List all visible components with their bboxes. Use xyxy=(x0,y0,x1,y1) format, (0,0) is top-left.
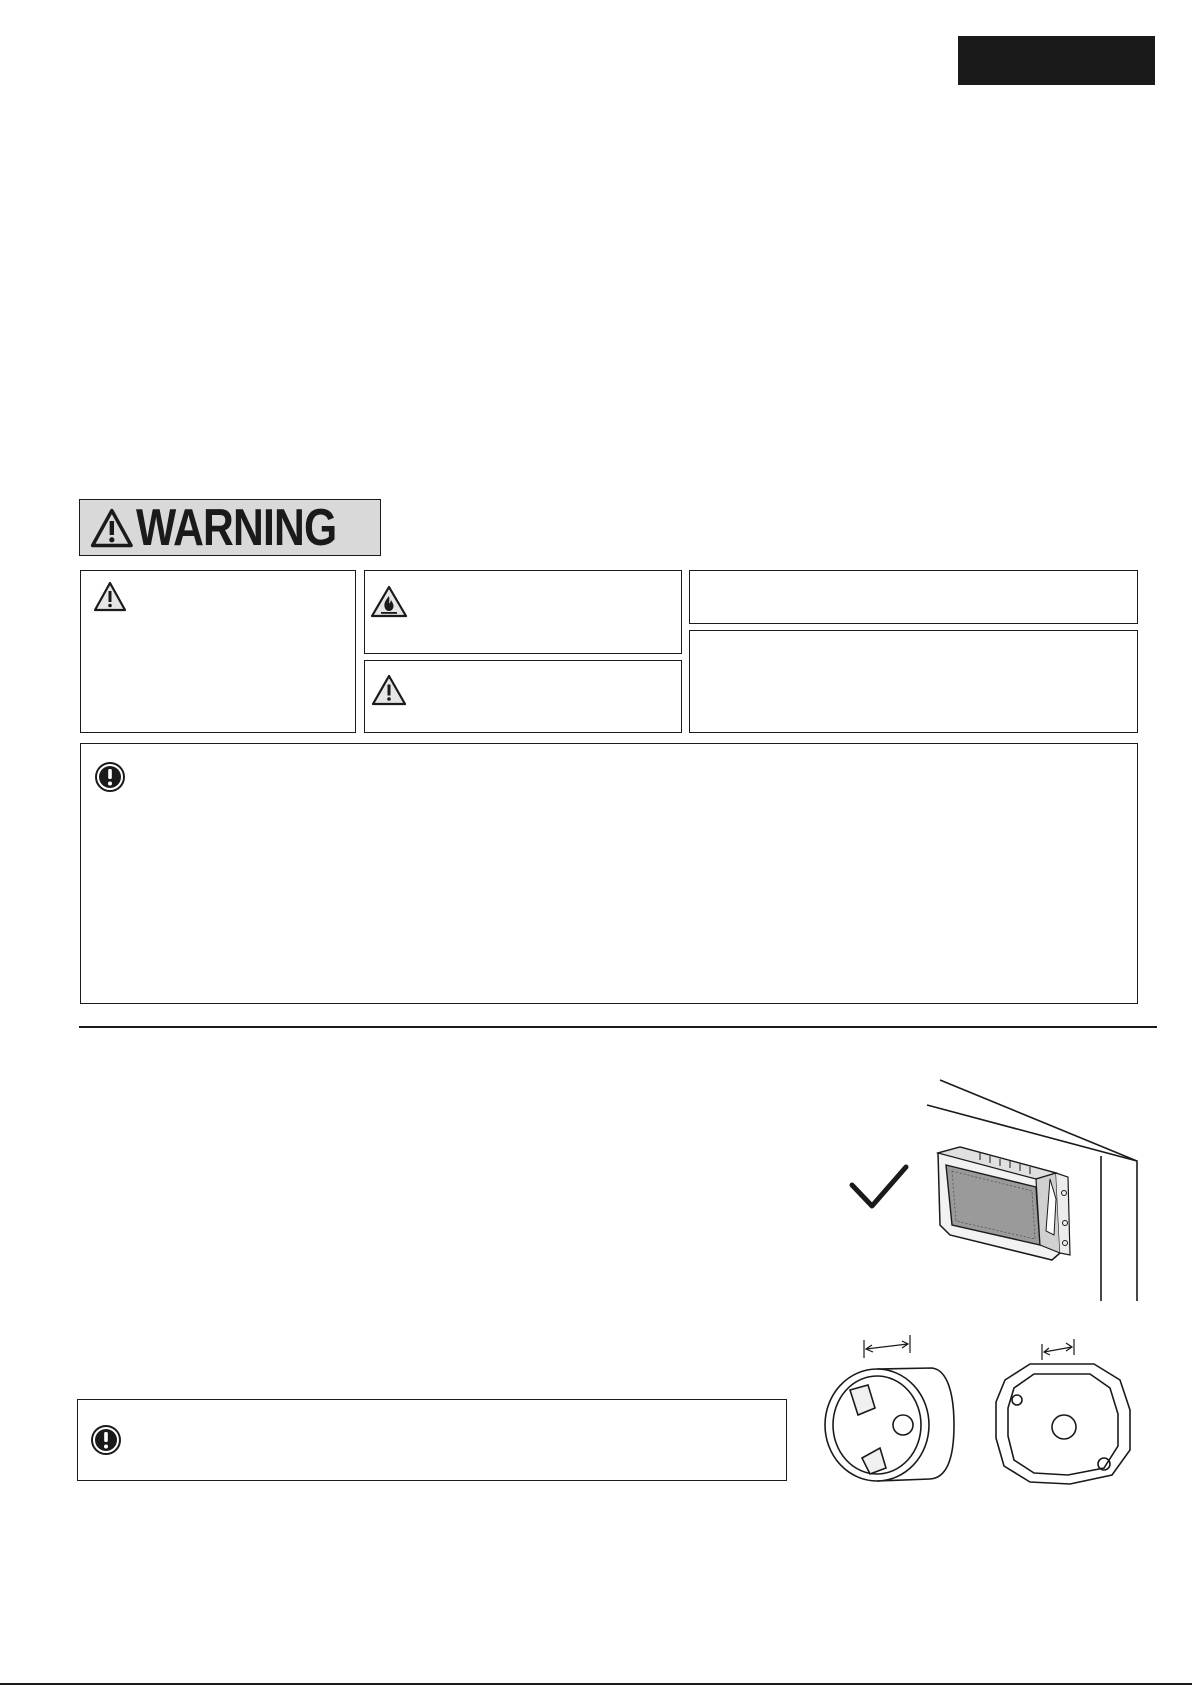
info-box-top xyxy=(689,570,1138,624)
exclamation-circle-icon xyxy=(90,1424,122,1456)
warning-label: WARNING xyxy=(135,498,337,557)
checkmark-icon xyxy=(852,1167,906,1206)
fire-hazard-icon xyxy=(370,585,408,619)
language-tab xyxy=(958,36,1155,85)
junction-box-illustration xyxy=(820,1330,1140,1490)
warning-triangle-icon xyxy=(371,674,407,707)
notice-box xyxy=(80,743,1138,1004)
hazard-box-fire xyxy=(364,570,682,654)
warning-triangle-icon xyxy=(93,581,127,613)
hazard-box-general xyxy=(364,660,682,733)
notice-box-small xyxy=(77,1399,787,1481)
warning-triangle-icon xyxy=(90,505,134,551)
hazard-box-electrical xyxy=(80,570,356,733)
wall-mount-illustration xyxy=(840,1075,1140,1305)
warning-banner xyxy=(79,499,381,556)
info-box-bottom xyxy=(689,630,1138,733)
section-divider xyxy=(79,1026,1157,1028)
exclamation-circle-icon xyxy=(94,761,126,793)
